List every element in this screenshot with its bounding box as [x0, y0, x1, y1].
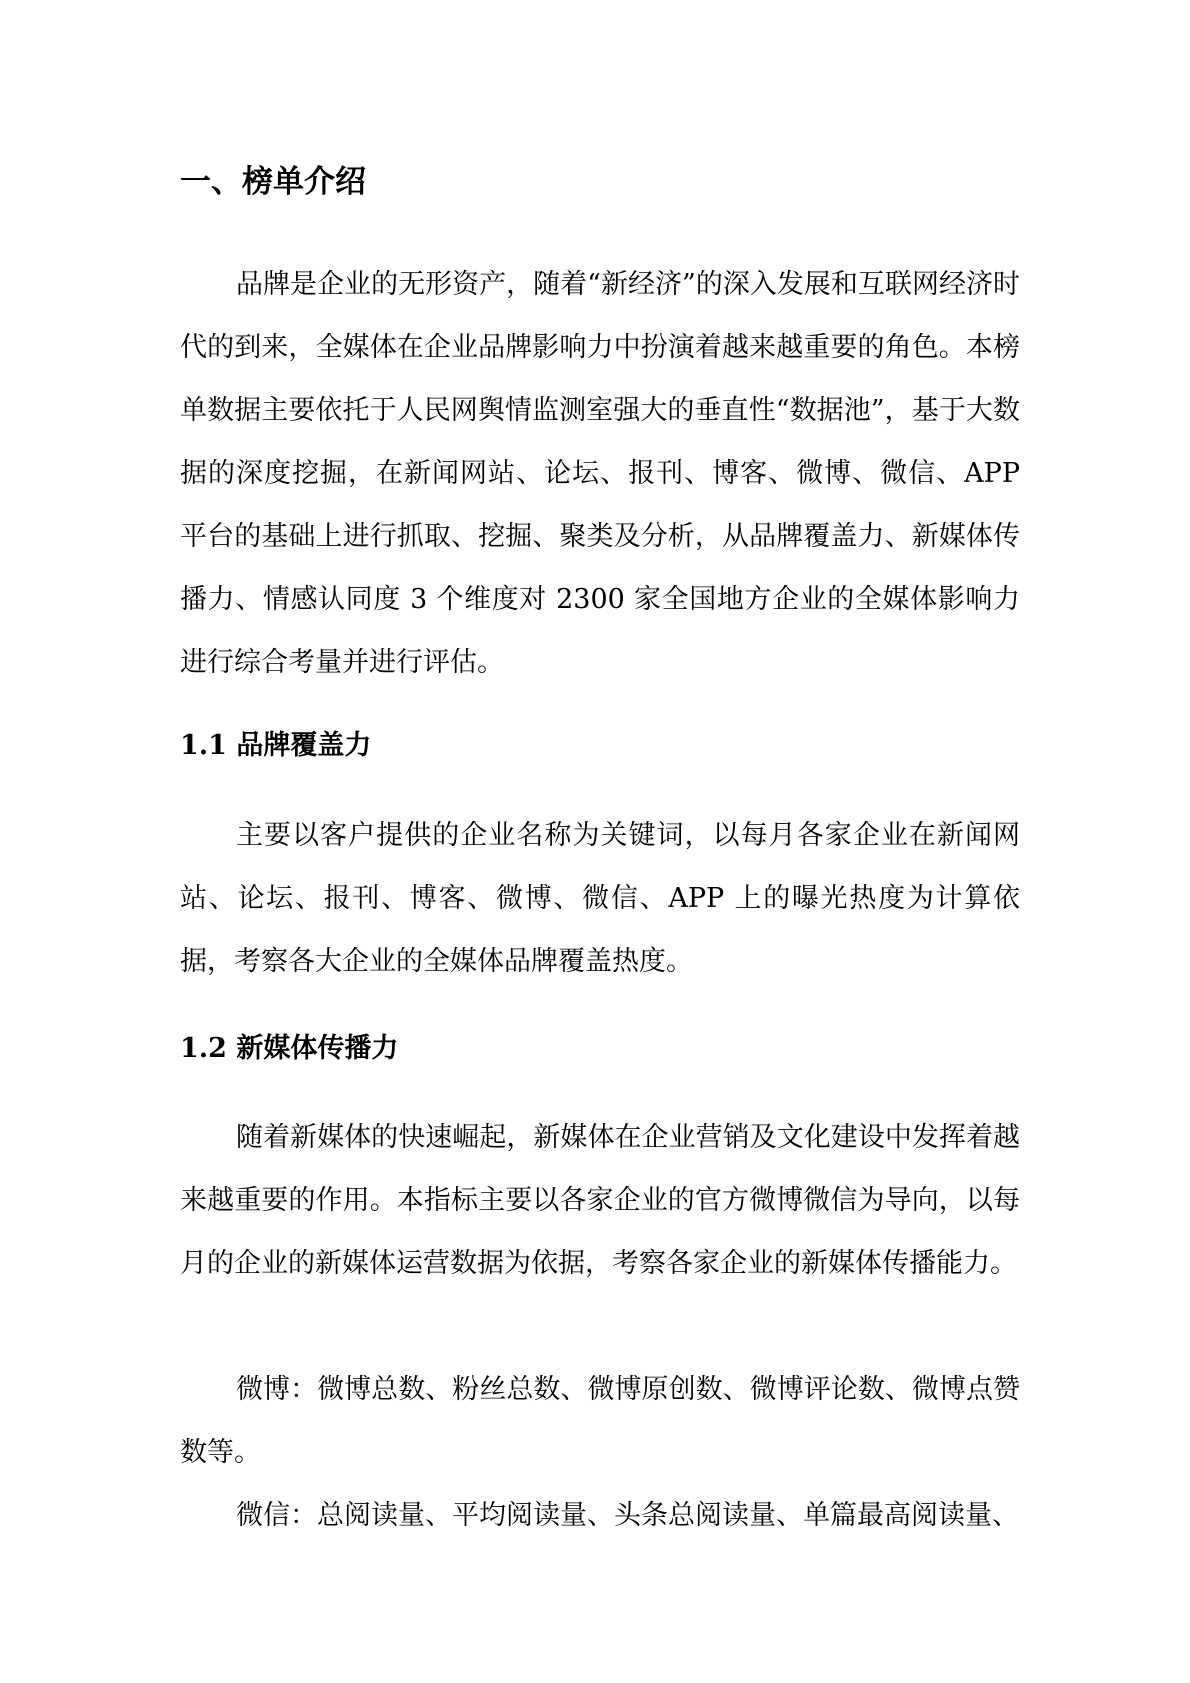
weibo-metrics-paragraph: 微博：微博总数、粉丝总数、微博原创数、微博评论数、微博点赞数等。 — [180, 1374, 1020, 1468]
new-media-paragraph: 随着新媒体的快速崛起，新媒体在企业营销及文化建设中发挥着越来越重要的作用。本指标主要以各家企业的官方微博微信为导向，以每月的企业的新媒体运营数据为依据，考察各家企业的新媒体传播能力。 — [180, 1122, 1020, 1279]
intro-paragraph: 品牌是企业的无形资产，随着“新经济”的深入发展和互联网经济时代的到来，全媒体在企业品牌影响力中扮演着越来越重要的角色。本榜单数据主要依托于人民网舆情监测室强大的垂直性“数据池”，基于大数据的深度挖掘，在新闻网站、论坛、报刊、博客、微博、微信、APP 平台的基础上进行抓取、挖掘、聚类及分析，从品牌覆盖力、新媒体传播力、情感认同度 3 个维度对 2300 家全国地方企业的全媒体影响力进行综合考量并进行评估。 — [180, 269, 1020, 678]
subsection-heading-new-media-spread: 1.2 新媒体传播力 — [180, 1033, 399, 1064]
weixin-metrics-paragraph: 微信：总阅读量、平均阅读量、头条总阅读量、单篇最高阅读量、 — [236, 1500, 1019, 1531]
section-heading-list-intro: 一、榜单介绍 — [180, 164, 366, 200]
subsection-heading-brand-coverage: 1.1 品牌覆盖力 — [180, 730, 372, 761]
brand-coverage-paragraph: 主要以客户提供的企业名称为关键词，以每月各家企业在新闻网站、论坛、报刊、博客、微博、微信、APP 上的曝光热度为计算依据，考察各大企业的全媒体品牌覆盖热度。 — [180, 820, 1020, 977]
